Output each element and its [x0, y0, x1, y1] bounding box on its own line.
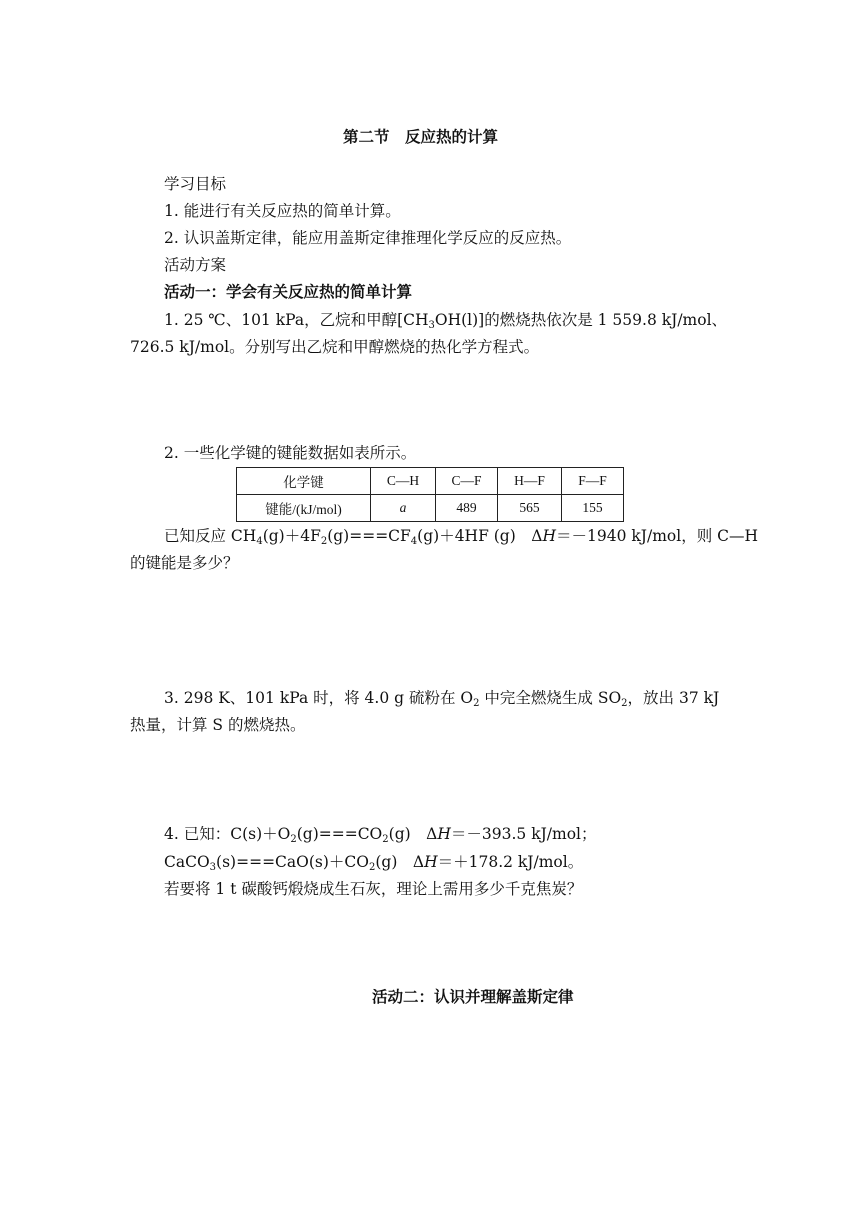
q1-line1: 1. 25 ℃、101 kPa，乙烷和甲醇$[CH_3OH(l)]$的燃烧热依次是 1 559.8 kJ/mol、: [164, 311, 728, 331]
table-cell: 565: [498, 495, 562, 522]
table-cell: 155: [562, 495, 624, 522]
q2-intro: 2. 一些化学键的键能数据如表所示。: [164, 444, 417, 462]
bond-energy-table: [236, 467, 624, 522]
q3-line1: 3. 298 K、101 kPa 时，将 4.0 g 硫粉在 $O_2$ 中完全燃烧生成 $SO_2$，放出 37 kJ: [164, 689, 720, 709]
table-row: [237, 468, 624, 495]
objective-item-1: 1. 能进行有关反应热的简单计算。: [164, 202, 401, 220]
table-row: [237, 495, 624, 522]
plan-heading: 活动方案: [164, 256, 227, 274]
q2-equation: 已知反应 $CH_4(g)+4F_2(g)===CF_4(g)+4HF$ (g) ΔH＝－1940 kJ/mol，则 C—H: [164, 527, 758, 547]
table-header-cell: H—F: [498, 468, 562, 495]
q4-line1: 4. 已知：$C(s)+O_2(g)===CO_2(g)$ ΔH＝－393.5 kJ/mol；: [164, 825, 597, 845]
table-cell: 489: [436, 495, 498, 522]
activity2-heading: 活动二：认识并理解盖斯定律: [372, 988, 574, 1006]
objective-item-2: 2. 认识盖斯定律，能应用盖斯定律推理化学反应的反应热。: [164, 229, 572, 247]
table-header-cell: C—H: [371, 468, 436, 495]
activity1-heading: 活动一：学会有关反应热的简单计算: [164, 283, 413, 301]
table-header-cell: F—F: [562, 468, 624, 495]
table-header-cell: 化学键: [237, 468, 371, 495]
q2-line2: 的键能是多少？: [130, 554, 239, 572]
objectives-heading: 学习目标: [164, 175, 227, 193]
table-header-cell: C—F: [436, 468, 498, 495]
table-cell: a: [371, 495, 436, 522]
page-title: 第二节 反应热的计算: [343, 128, 499, 146]
table-cell: 键能/(kJ/mol): [237, 495, 371, 522]
q1-line2: 726.5 kJ/mol。分别写出乙烷和甲醇燃烧的热化学方程式。: [130, 338, 540, 356]
q4-line3: 若要将 1 t 碳酸钙煅烧成生石灰，理论上需用多少千克焦炭？: [164, 880, 583, 898]
q4-line2: $CaCO_3(s)===CaO(s)+CO_2(g)$ ΔH＝＋178.2 kJ/mol。: [164, 853, 584, 873]
q3-line2: 热量，计算 S 的燃烧热。: [130, 716, 306, 734]
